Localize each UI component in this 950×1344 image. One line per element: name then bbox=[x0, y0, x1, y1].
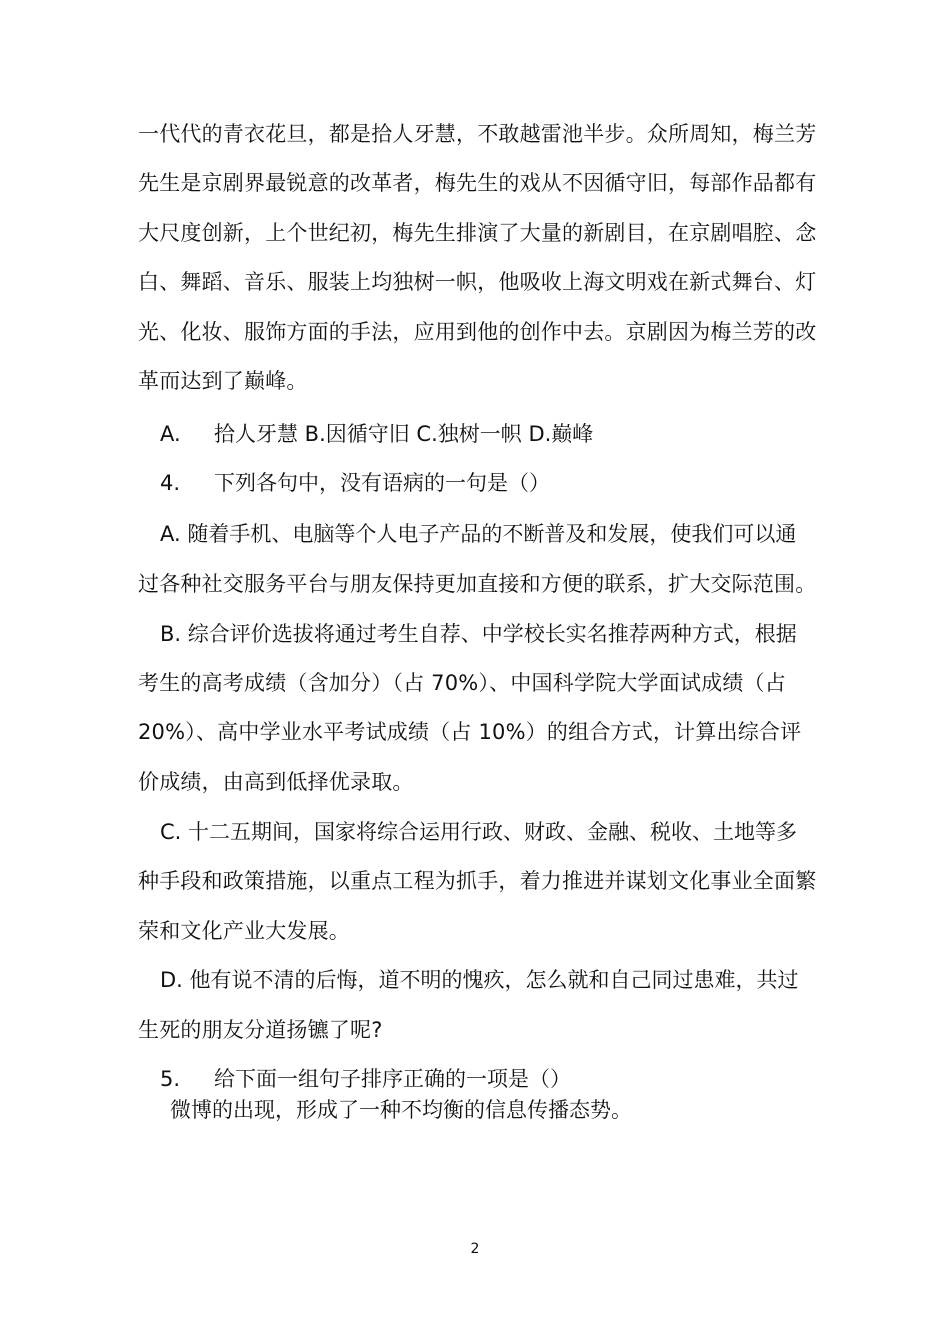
option-c-line: 荣和文化产业大发展。 bbox=[138, 919, 350, 943]
options-text: 拾人牙慧 B.因循守旧 C.独树一帜 D.巅峰 bbox=[214, 422, 594, 446]
passage-line: 一代代的青衣花旦，都是拾人牙慧，不敢越雷池半步。众所周知，梅兰芳 bbox=[138, 122, 817, 146]
option-d-line: 生死的朋友分道扬镳了呢? bbox=[138, 1018, 383, 1042]
question-stem: 给下面一组句子排序正确的一项是（） bbox=[214, 1067, 571, 1091]
option-b-line: B. 综合评价选拔将通过考生自荐、中学校长实名推荐两种方式，根据 bbox=[160, 622, 797, 646]
passage-line: 大尺度创新，上个世纪初，梅先生排演了大量的新剧目，在京剧唱腔、念 bbox=[138, 221, 817, 245]
option-b-line: 20%）、高中学业水平考试成绩（占 10%）的组合方式，计算出综合评 bbox=[138, 720, 802, 744]
passage-line: 先生是京剧界最锐意的改革者，梅先生的戏从不因循守旧，每部作品都有 bbox=[138, 171, 817, 195]
page-number: 2 bbox=[470, 1241, 480, 1257]
option-b-line: 考生的高考成绩（含加分）（占 70%）、中国科学院大学面试成绩（占 bbox=[138, 671, 786, 695]
question-number: 4. bbox=[160, 471, 181, 495]
passage-line: 革而达到了巅峰。 bbox=[138, 369, 308, 393]
question-stem: 下列各句中，没有语病的一句是（） bbox=[214, 471, 550, 495]
option-c-line: C. 十二五期间，国家将综合运用行政、财政、金融、税收、土地等多 bbox=[160, 820, 798, 844]
question-number: 5. bbox=[160, 1067, 181, 1091]
question-sentence: 微博的出现，形成了一种不均衡的信息传播态势。 bbox=[170, 1098, 632, 1122]
option-d-line: D. 他有说不清的后悔，道不明的愧疚，怎么就和自己同过患难，共过 bbox=[160, 968, 799, 992]
option-b-line: 价成绩，由高到低择优录取。 bbox=[138, 770, 414, 794]
option-c-line: 种手段和政策措施，以重点工程为抓手，着力推进并谋划文化事业全面繁 bbox=[138, 869, 817, 893]
option-a-line: 过各种社交服务平台与朋友保持更加直接和方便的联系，扩大交际范围。 bbox=[138, 572, 817, 596]
option-marker: A. bbox=[160, 422, 181, 446]
option-a-line: A. 随着手机、电脑等个人电子产品的不断普及和发展，使我们可以通 bbox=[160, 522, 797, 546]
passage-line: 光、化妆、服饰方面的手法，应用到他的创作中去。京剧因为梅兰芳的改 bbox=[138, 320, 817, 344]
passage-line: 白、舞蹈、音乐、服装上均独树一帜，他吸收上海文明戏在新式舞台、灯 bbox=[138, 270, 817, 294]
